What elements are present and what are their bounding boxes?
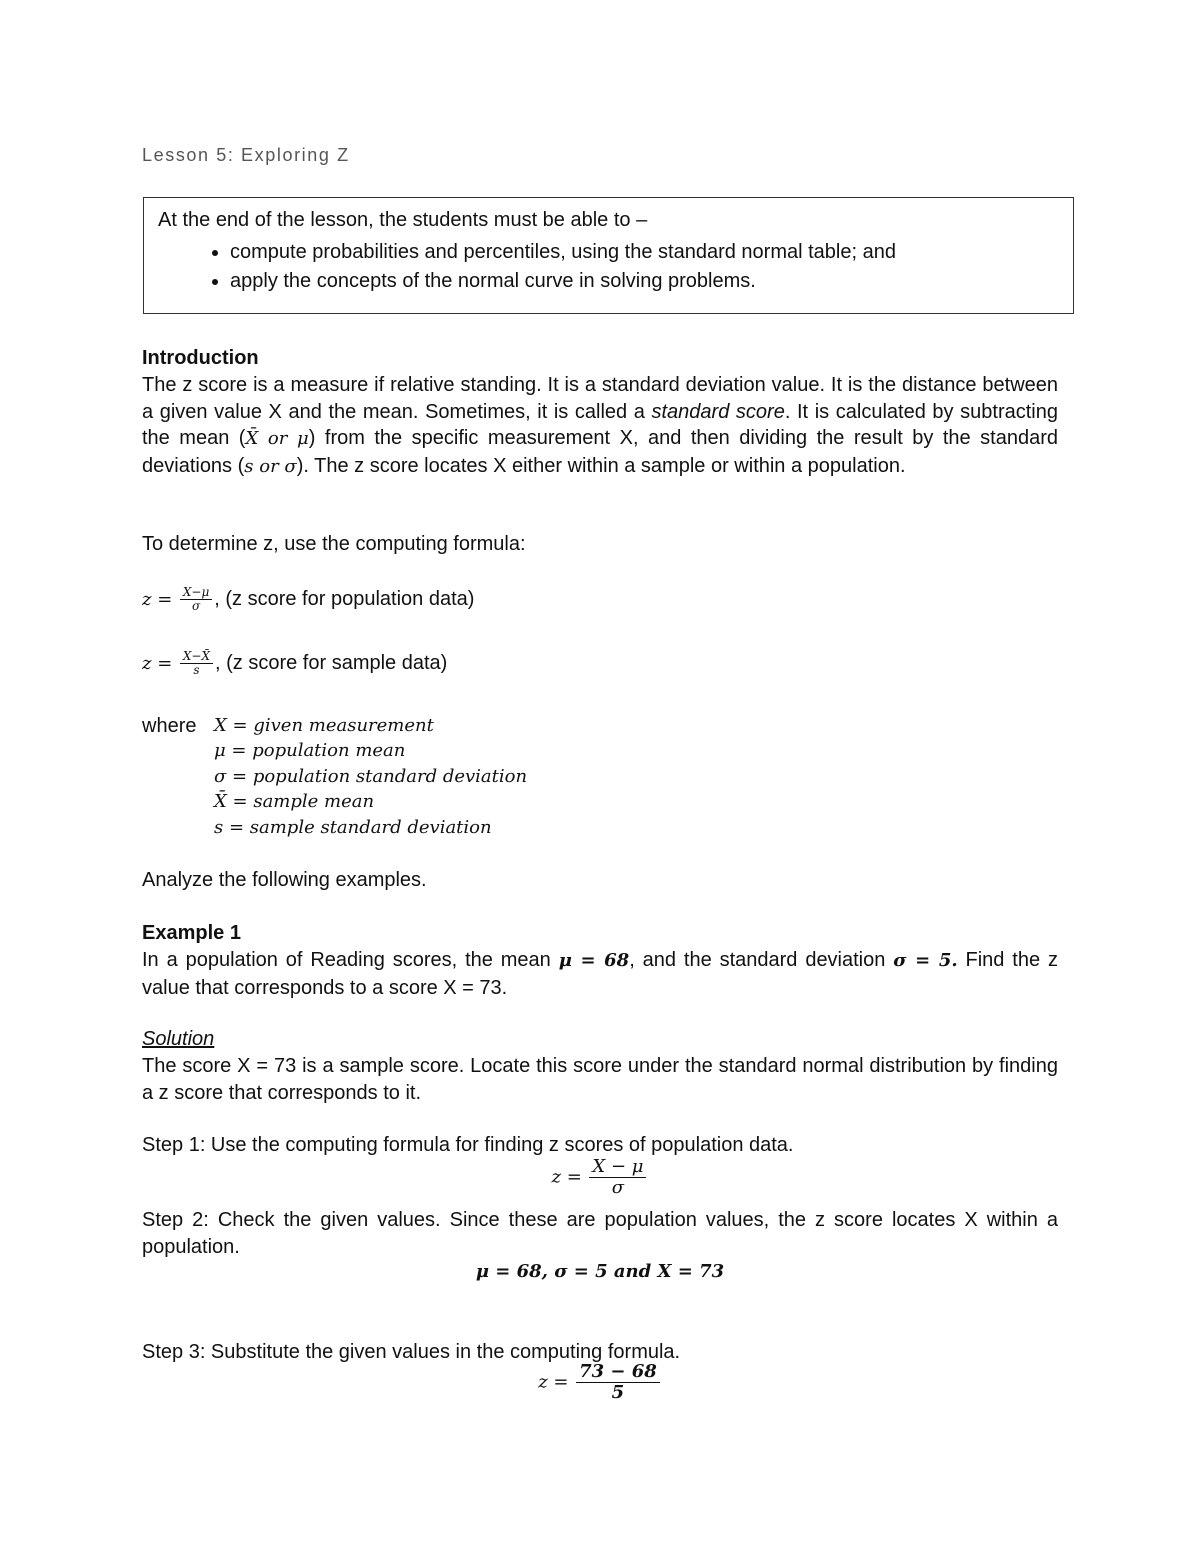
text: ). The z score locates X either within a sample or within a population. [296,454,906,477]
lesson-title: Lesson 5: Exploring Z [142,145,350,165]
determine-text: To determine z, use the computing formula: [142,533,526,555]
numerator: X−μ [180,586,212,600]
step2-text: Step 2: Check the given values. Since these are population values, the z score locates X within a population. [142,1209,1058,1258]
solution-label: Solution [142,1028,215,1050]
text: . It is calculated by subtracting the mean ( [142,400,1058,449]
math: X̄ or μ [245,428,309,449]
example-paragraph [142,947,1058,1001]
formula-sample [142,650,447,678]
math: z = [142,653,173,674]
numerator: X−X̄ [180,650,213,664]
denominator: σ [611,1176,625,1198]
denominator: σ [191,599,201,614]
text: ) from the specific measurement X, and then dividing the result by the standard deviations ( [142,427,1058,477]
where-label: where [142,715,197,737]
step1-formula [0,1157,1200,1198]
numerator: X − μ [589,1157,646,1178]
definition: X̄ = sample mean [214,791,375,812]
text: The z score is a measure if relative standing. It is a standard deviation value. It is the distance between a given value X and the mean. Sometimes, it is called a [142,374,1058,423]
solution-paragraph: The score X = 73 is a sample score. Locate this score under the standard normal distribution by finding a z score that corresponds to it. [142,1055,1058,1104]
definition: s = sample standard deviation [214,817,492,838]
denominator: s [193,663,200,678]
step3-text: Step 3: Substitute the given values in the computing formula. [142,1341,681,1363]
math: z = [538,1371,569,1393]
objective-item: • compute probabilities and percentiles, using the standard normal table; and [230,238,896,267]
denominator: 5 [611,1381,625,1403]
introduction-paragraph [142,372,1058,480]
objectives-intro: At the end of the lesson, the students must be able to – [158,209,648,231]
math: z = [142,589,173,610]
formula-note: , (z score for population data) [214,588,475,610]
definition: μ = population mean [214,740,406,761]
definition: X = given measurement [214,715,434,736]
introduction-heading: Introduction [142,347,259,369]
step3-formula [0,1362,1200,1403]
objectives-box [143,197,1074,314]
formula-population [142,586,474,614]
step1-text: Step 1: Use the computing formula for finding z scores of population data. [142,1134,794,1156]
math: μ = 68 [558,950,630,971]
text-italic: standard score [651,400,785,423]
math: s or σ [244,455,297,477]
objective-item: • apply the concepts of the normal curve in solving problems. [230,267,896,296]
text: Find the z value that corresponds to a score X = 73. [142,949,1058,999]
definition: σ = population standard deviation [214,766,528,787]
numerator: 73 − 68 [576,1362,660,1383]
math: z = [551,1166,582,1188]
text: In a population of Reading scores, the mean [142,949,559,971]
analyze-text: Analyze the following examples. [142,869,427,891]
step2-formula: μ = 68, σ = 5 and X = 73 [475,1261,725,1282]
math: σ = 5. [893,950,958,971]
text: , and the standard deviation [629,949,894,971]
objectives-list [158,238,896,295]
example-heading: Example 1 [142,922,241,944]
formula-note: , (z score for sample data) [215,652,448,674]
